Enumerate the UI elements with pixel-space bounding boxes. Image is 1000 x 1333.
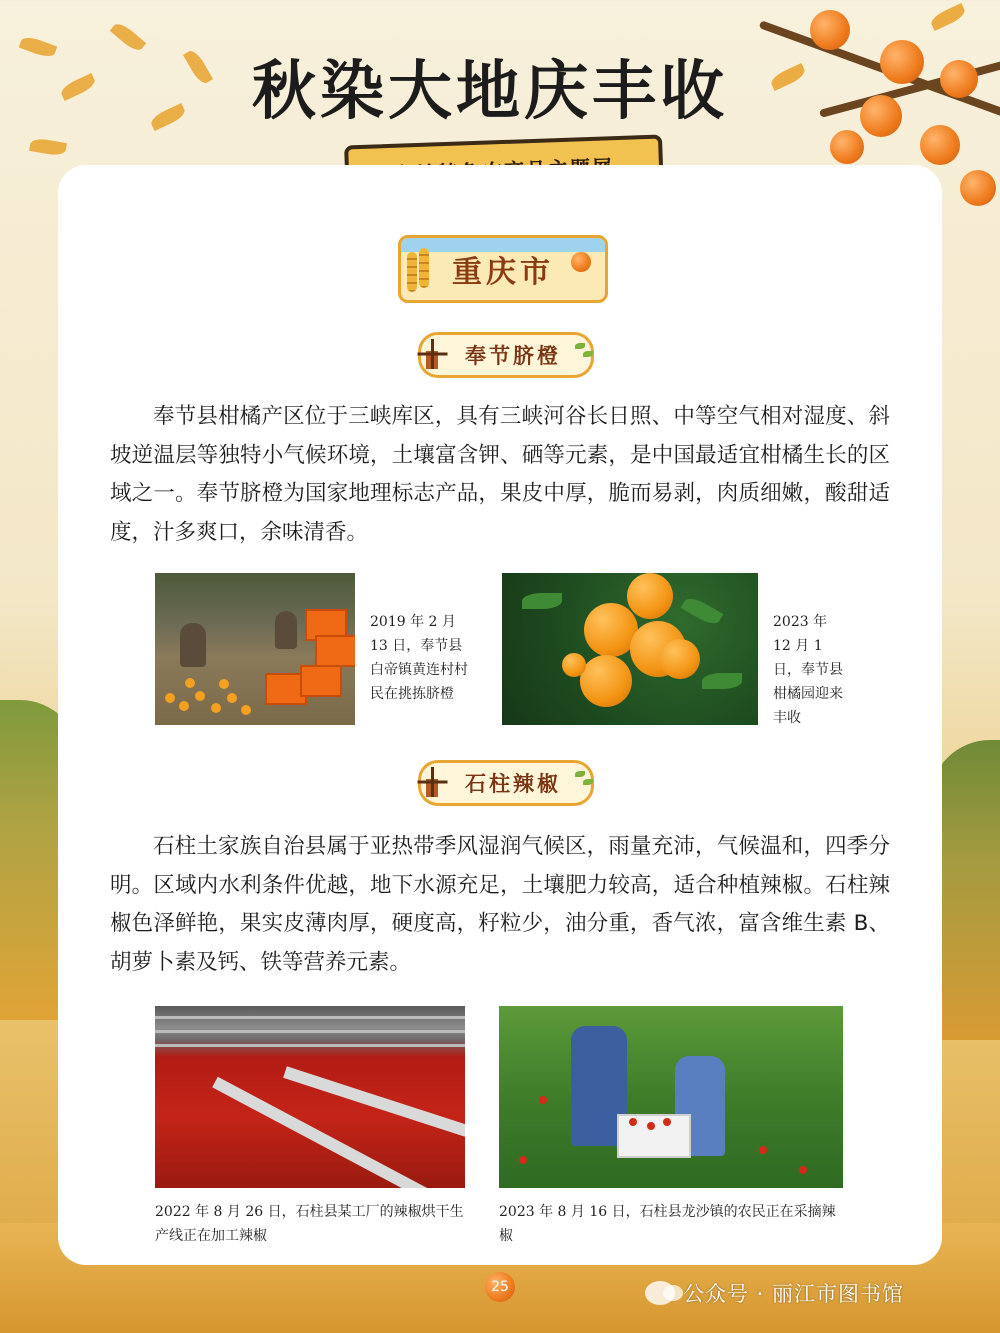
photo-caption: 2023 年 8 月 16 日，石柱县龙沙镇的农民正在采摘辣椒 <box>499 1204 836 1244</box>
page-number: 25 <box>485 1272 515 1302</box>
section-paragraph: 石柱土家族自治县属于亚热带季风湿润气候区，雨量充沛，气候温和，四季分明。区域内水利条件优越，地下水源充足，土壤肥力较高，适合种植辣椒。石柱辣椒色泽鲜艳，果实皮薄肉厚，硬度高，籽粒少，油分重，香气浓，富含维生素 B、胡萝卜素及钙、铁等营养元素。 <box>110 834 890 975</box>
windmill-icon <box>417 767 447 797</box>
watermark-text: 公众号 · 丽江市图书馆 <box>683 1282 905 1306</box>
leaf-sprig-icon <box>575 341 597 363</box>
photo-farmers-picking-chili <box>499 1006 843 1188</box>
wechat-icon <box>645 1281 675 1305</box>
section-paragraph: 奉节县柑橘产区位于三峡库区，具有三峡河谷长日照、中等空气相对湿度、斜坡逆温层等独特小气候环境，土壤富含钾、硒等元素，是中国最适宜柑橘生长的区域之一。奉节脐橙为国家地理标志产品，果皮中厚，脆而易剥，肉质细嫩，酸甜适度，汁多爽口，余味清香。 <box>110 404 890 545</box>
city-badge <box>398 235 608 303</box>
photo-caption: 2019 年 2 月 13 日，奉节县白帝镇黄连村村民在挑拣脐橙 <box>370 614 468 702</box>
photo-chili-drying-line <box>155 1006 465 1188</box>
photo-orange-orchard-harvest <box>502 573 758 725</box>
section-badge-shizhu-chili <box>418 760 594 806</box>
section-badge-fengjie-navel-orange <box>418 332 594 378</box>
city-name: 重庆市 <box>452 255 554 290</box>
photo-villagers-sorting-oranges <box>155 573 355 725</box>
section-title: 石柱辣椒 <box>465 772 561 796</box>
leaf-sprig-icon <box>575 769 597 791</box>
page-title: 秋染大地庆丰收 <box>252 55 728 129</box>
photo-caption: 2023 年 12 月 1 日，奉节县柑橘园迎来丰收 <box>773 614 843 726</box>
section-title: 奉节脐橙 <box>465 344 561 368</box>
windmill-icon <box>417 339 447 369</box>
watermark <box>645 1278 904 1308</box>
photo-caption: 2022 年 8 月 26 日，石柱县某工厂的辣椒烘干生产线正在加工辣椒 <box>155 1204 464 1244</box>
